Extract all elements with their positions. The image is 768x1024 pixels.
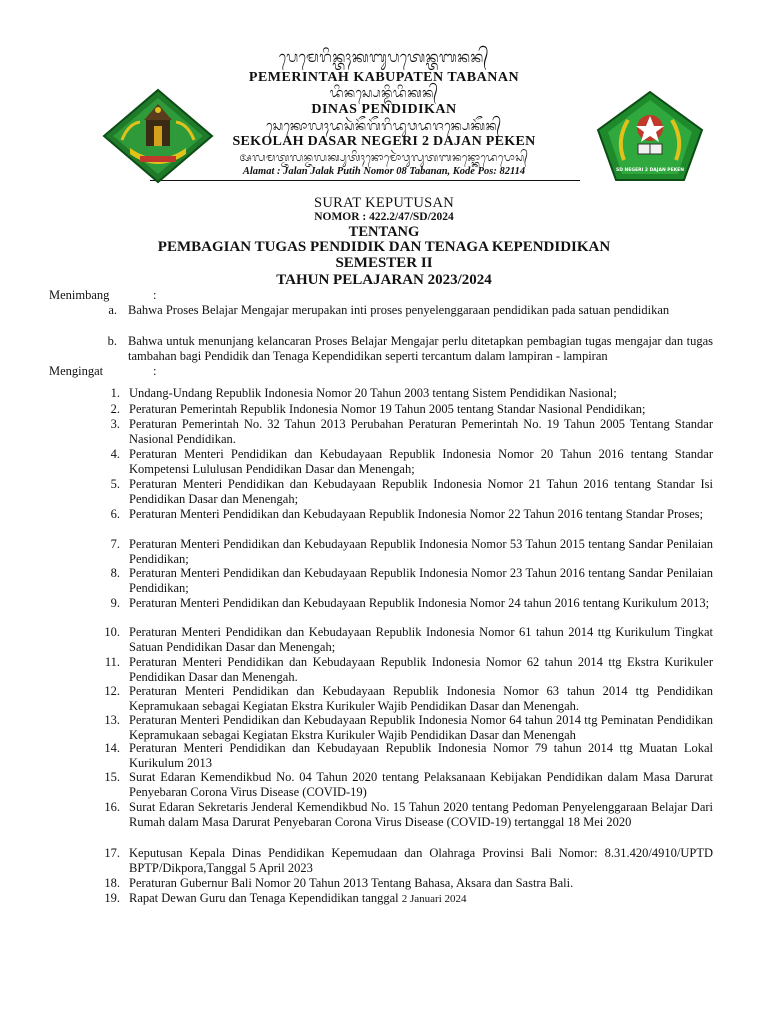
document-semester: SEMESTER II — [335, 255, 433, 271]
list-item-number: 8. — [110, 566, 120, 580]
agency-name: DINAS PENDIDIKAN — [311, 102, 457, 117]
list-item-text: Peraturan Menteri Pendidikan dan Kebudayaan Republik Indonesia Nomor 53 Tahun 2015 tentang Sandar Penilaian Pendidikan; — [129, 537, 713, 566]
mengingat-label: Mengingat — [49, 364, 104, 378]
balinese-script-agency: ᬤᬶᬦᬲ᭄ᬧᬾᬦ᭄ᬤᬶᬤᬶᬓᬦ᭄ — [329, 86, 439, 101]
list-item-text: Peraturan Menteri Pendidikan dan Kebudayaan Republik Indonesia Nomor 79 tahun 2014 ttg Muatan Lokal Kurikulum 2013 — [129, 741, 713, 770]
document-subject: PEMBAGIAN TUGAS PENDIDIK DAN TENAGA KEPENDIDIKAN — [157, 239, 611, 255]
list-item-text: Peraturan Menteri Pendidikan dan Kebudayaan Republik Indonesia Nomor 64 tahun 2014 ttg Peminatan Pendidikan Kepramukaan sebagai Kegiatan Ekstra Kurikuler Wajib Pendidikan Dasar dan Menengah — [129, 713, 713, 742]
list-item-text: Peraturan Gubernur Bali Nomor 20 Tahun 2013 Tentang Bahasa, Aksara dan Sastra Bali. — [129, 876, 574, 890]
list-item-number: 1. — [110, 386, 120, 400]
list-item-text — [129, 891, 713, 907]
list-item-number: 3. — [110, 417, 120, 431]
document-number: NOMOR : 422.2/47/SD/2024 — [314, 211, 454, 223]
list-item-number: 9. — [110, 596, 120, 610]
menimbang-item: Bahwa untuk menunjang kelancaran Proses Belajar Mengajar perlu ditetapkan pembagian tugas mengajar dan tugas tambahan bagi Pendidik dan Tenaga Kependidikan seperti tercantum dalam lampiran - lampiran — [128, 334, 713, 363]
document-year: TAHUN PELAJARAN 2023/2024 — [276, 272, 492, 288]
list-item-text: Surat Edaran Sekretaris Jenderal Kemendikbud No. 15 Tahun 2020 tentang Pedoman Penyelenggaraan Belajar Dari Rumah dalam Masa Darurat Penyebaran Corona Virus Disease (COVID-19) tertanggal 18 Mei 2020 — [129, 800, 713, 829]
list-item-text: Surat Edaran Kemendikbud No. 04 Tahun 2020 tentang Pelaksanaan Kebijakan Pendidikan dalam Masa Darurat Penyebaran Corona Virus Disease (COVID-19) — [129, 770, 713, 799]
list-item-number: 12. — [104, 684, 120, 698]
list-item-number: 15. — [104, 770, 120, 784]
balinese-script-school: ᬲᬾᬓᭀᬮᬄᬤᬲᬃᬦᭂᬕᭂᬭᬶᬤᬸᬯᬤᬚᬦ᭄ᬧᬾᬓᭂᬦ᭄ — [266, 119, 502, 134]
list-item-number: 11. — [104, 655, 120, 669]
list-item-number: 13. — [104, 713, 120, 727]
menimbang-item: Bahwa Proses Belajar Mengajar merupakan inti proses penyelenggaraan pendidikan pada satuan pendidikan — [128, 303, 670, 317]
list-item-text: Peraturan Menteri Pendidikan dan Kebudayaan Republik Indonesia Nomor 63 tahun 2014 ttg Pendidikan Kepramukaan sebagai Kegiatan Ekstra Kurikuler Wajib Pendidikan Dasar dan Menengah. — [129, 684, 713, 713]
list-item-number: 4. — [110, 447, 120, 461]
list-item-number: 2. — [110, 402, 120, 416]
menimbang-marker: b. — [107, 334, 117, 348]
kabupaten-tabanan-emblem-icon — [100, 88, 216, 184]
list-item-text: Peraturan Menteri Pendidikan dan Kebudayaan Republik Indonesia Nomor 24 tahun 2016 tentang Kurikulum 2013; — [129, 596, 710, 610]
balinese-script-top: ᬧᬾᬫᬾᬭᬶᬦ᭄ᬢᬄᬓᬩᬸᬧᬢᬾᬦ᭄ᬢᬩᬦᬦ᭄ — [278, 48, 490, 66]
document-tentang: TENTANG — [348, 224, 420, 240]
school-address: Alamat : Jalan Jalak Putih Nomor 08 Tabanan, Kode Pos: 82114 — [242, 166, 526, 177]
list-item-text: Peraturan Menteri Pendidikan dan Kebudayaan Republik Indonesia Nomor 61 tahun 2014 ttg Kurikulum Tingkat Satuan Pendidikan Dasar dan Menengah; — [129, 625, 713, 654]
list-item-text-main: Rapat Dewan Guru dan Tenaga Kependidikan tanggal — [129, 891, 399, 905]
list-item-number: 18. — [104, 876, 120, 890]
list-item-text: Peraturan Menteri Pendidikan dan Kebudayaan Republik Indonesia Nomor 23 Tahun 2016 tentang Sandar Penilaian Pendidikan; — [129, 566, 713, 595]
school-emblem-caption: SD NEGERI 2 DAJAN PEKEN — [616, 168, 684, 173]
list-item-text: Keputusan Kepala Dinas Pendidikan Kepemudaan dan Olahraga Provinsi Bali Nomor: 8.31.420/4910/UPTD BPTP/Dikpora,Tanggal 5 April 2023 — [129, 846, 713, 875]
list-item-number: 7. — [110, 537, 120, 551]
list-item-text: Peraturan Menteri Pendidikan dan Kebudayaan Republik Indonesia Nomor 62 tahun 2014 ttg Ekstra Kurikuler Pendidikan Dasar dan Menengah. — [129, 655, 713, 684]
list-item-number: 14. — [104, 741, 120, 755]
list-item-text: Peraturan Menteri Pendidikan dan Kebudayaan Republik Indonesia Nomor 21 Tahun 2016 tentang Standar Isi Pendidikan Dasar dan Menengah; — [129, 477, 713, 506]
list-item-text: Peraturan Pemerintah Republik Indonesia Nomor 19 Tahun 2005 tentang Standar Nasional Pendidikan; — [129, 402, 646, 416]
list-item-number: 16. — [104, 800, 120, 814]
government-name: PEMERINTAH KABUPATEN TABANAN — [248, 70, 520, 85]
list-item-number: 19. — [104, 891, 120, 905]
school-name: SEKOLAH DASAR NEGERI 2 DAJAN PEKEN — [232, 134, 536, 149]
list-item-text: Undang-Undang Republik Indonesia Nomor 20 Tahun 2003 tentang Sistem Pendidikan Nasional; — [129, 386, 617, 400]
balinese-script-address: ᬅᬮᬫᬢ᭄ᬚᬮᬦ᭄ᬚᬮᬓ᭄ᬧᬸᬢᬶᬄᬦᭀᬫᭀᬃᬯᬸᬮᬸᬢᬩᬦᬦ᭄ᬓᭀᬤᬾᬧᭀᬲ᭄ — [239, 151, 529, 164]
list-item-number: 5. — [110, 477, 120, 491]
mengingat-colon: : — [153, 364, 157, 378]
list-item-text: Peraturan Menteri Pendidikan dan Kebudayaan Republik Indonesia Nomor 22 Tahun 2016 tentang Standar Proses; — [129, 507, 704, 521]
menimbang-label: Menimbang — [49, 288, 110, 302]
list-item-text: Peraturan Pemerintah No. 32 Tahun 2013 Perubahan Peraturan Pemerintah No. 19 Tahun 2005 Tentang Standar Nasional Pendidikan. — [129, 417, 713, 446]
menimbang-colon: : — [153, 288, 157, 302]
document-heading: SURAT KEPUTUSAN — [314, 195, 454, 211]
list-item-number: 6. — [110, 507, 120, 521]
list-item-number: 17. — [104, 846, 120, 860]
list-item-date: 2 Januari 2024 — [401, 893, 467, 905]
menimbang-marker: a. — [108, 303, 117, 317]
list-item-number: 10. — [104, 625, 120, 639]
list-item-text: Peraturan Menteri Pendidikan dan Kebudayaan Republik Indonesia Nomor 20 Tahun 2016 tentang Standar Kompetensi Lululusan Pendidikan Dasar dan Menengah; — [129, 447, 713, 476]
